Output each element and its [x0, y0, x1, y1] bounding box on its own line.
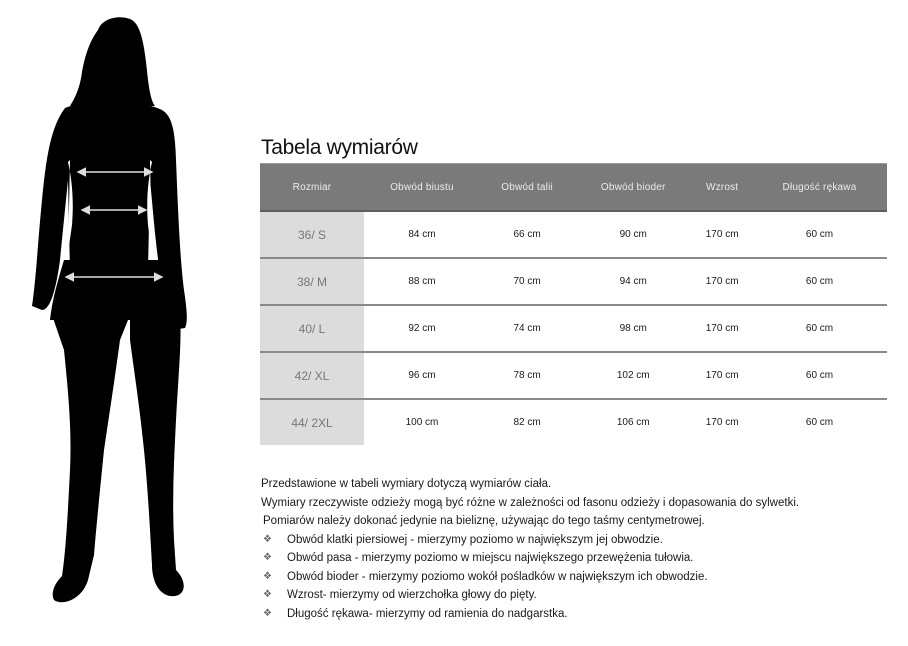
list-item [261, 549, 799, 568]
size-cell: 36/ S [260, 211, 364, 258]
height-cell: 170 cm [692, 258, 752, 305]
bust-cell: 100 cm [405, 417, 439, 428]
size-cell: 38/ M [260, 258, 364, 305]
header-hips: Obwód bioder [574, 164, 692, 212]
list-item [261, 531, 799, 550]
bust-cell: 92 cm [364, 305, 480, 352]
hips-cell: 94 cm [574, 258, 692, 305]
diamond-bullet-icon: ❖ [263, 570, 272, 582]
list-item-text: Obwód pasa - mierzymy poziomo w miejscu największego przewężenia tułowia. [287, 552, 694, 564]
table-row [260, 305, 887, 352]
sleeve-cell: 60 cm [752, 352, 887, 399]
silhouette-icon [20, 10, 210, 620]
hips-cell: 90 cm [574, 211, 692, 258]
list-item-text: Wzrost- mierzymy od wierzchołka głowy do pięty. [287, 589, 537, 601]
measurement-instructions-list [261, 531, 799, 624]
diamond-bullet-icon: ❖ [263, 589, 272, 600]
diamond-bullet-icon: ❖ [263, 533, 272, 545]
hips-cell: 106 cm [616, 417, 650, 428]
note-line: Wymiary rzeczywiste odzieży mogą być różne w zależności od fasonu odzieży i dopasowania do sylwetki. [261, 496, 800, 509]
height-cell: 170 cm [705, 417, 739, 428]
list-item [261, 605, 799, 624]
list-item-text: Obwód klatki piersiowej - mierzymy poziomo w największym jej obwodzie. [287, 533, 663, 546]
waist-cell: 78 cm [480, 352, 574, 399]
table-row [260, 211, 887, 258]
height-cell: 170 cm [692, 352, 752, 399]
waist-cell: 82 cm [513, 417, 541, 428]
bust-cell: 88 cm [364, 258, 480, 305]
header-bust: Obwód biustu [364, 164, 480, 212]
hips-cell: 98 cm [574, 305, 692, 352]
table-header-row [260, 164, 887, 212]
waist-cell: 70 cm [480, 258, 574, 305]
diamond-bullet-icon: ❖ [263, 552, 272, 563]
body-silhouette-figure [20, 10, 210, 620]
table-row [260, 258, 887, 305]
size-cell: 42/ XL [260, 352, 364, 399]
list-item-text: Obwód bioder - mierzymy poziomo wokół pośladków w największym ich obwodzie. [287, 570, 708, 583]
height-cell: 170 cm [692, 305, 752, 352]
sleeve-cell: 60 cm [805, 417, 834, 428]
note-line: Pomiarów należy dokonać jedynie na bieliznę, używając do tego taśmy centymetrowej. [263, 515, 705, 527]
diamond-bullet-icon: ❖ [263, 607, 272, 619]
table-row [260, 399, 887, 445]
waist-cell: 74 cm [480, 305, 574, 352]
header-waist: Obwód talii [480, 164, 574, 212]
size-cell: 40/ L [260, 305, 364, 352]
hips-cell: 102 cm [574, 352, 692, 399]
waist-cell: 66 cm [480, 211, 574, 258]
list-item [261, 586, 799, 605]
sleeve-cell: 60 cm [752, 305, 887, 352]
note-line: Przedstawione w tabeli wymiary dotyczą wymiarów ciała. [261, 478, 552, 490]
bust-cell: 96 cm [364, 352, 480, 399]
header-height: Wzrost [692, 164, 752, 212]
header-size: Rozmiar [260, 164, 364, 212]
bust-cell: 84 cm [364, 211, 480, 258]
header-sleeve: Długość rękawa [752, 164, 887, 212]
measurement-notes [261, 475, 799, 623]
height-cell: 170 cm [692, 211, 752, 258]
sleeve-cell: 60 cm [752, 211, 887, 258]
list-item-text: Długość rękawa- mierzymy od ramienia do nadgarstka. [287, 607, 568, 620]
size-chart-table [260, 163, 887, 445]
list-item [261, 568, 799, 587]
sleeve-cell: 60 cm [752, 258, 887, 305]
page-title: Tabela wymiarów [261, 136, 418, 159]
table-row [260, 352, 887, 399]
size-cell: 44/ 2XL [260, 399, 364, 445]
